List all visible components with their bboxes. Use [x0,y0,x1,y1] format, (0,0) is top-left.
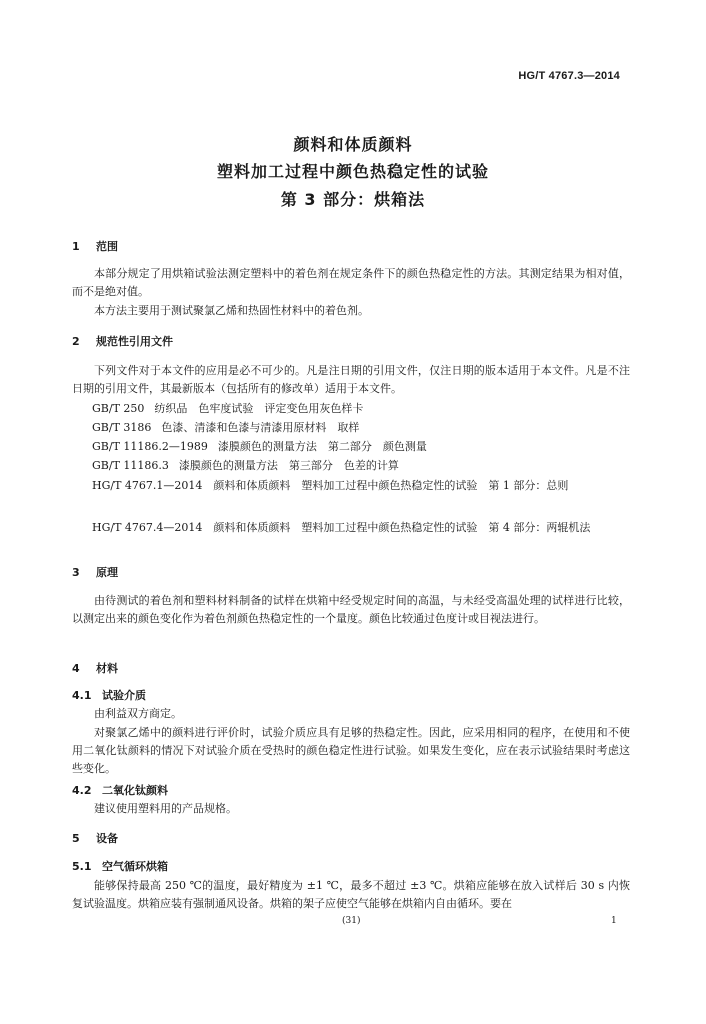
section-title: 空气循环烘箱 [102,860,168,873]
reference-title: 漆膜颜色的测量方法 第二部分 颜色测量 [217,440,427,453]
section-3-heading [72,564,118,580]
section-4-1-para-2: 对聚氯乙烯中的颜料进行评价时，试验介质应具有足够的热稳定性。因此，应采用相同的程序，在使用和不使用二氧化钛颜料的情况下对试验介质在受热时的颜色稳定性进行试验。如果发生变化，应在表示试验结果时考虑这些变化。 [72,726,630,775]
section-number: 4.2 [72,784,92,797]
section-number: 4.1 [72,689,92,702]
section-title: 材料 [96,662,118,675]
section-4-1-para-1: 由利益双方商定。 [94,707,182,720]
section-5-1-heading [72,858,168,874]
footer-page-number: 1 [611,916,617,926]
section-number: 4 [72,662,80,675]
reference-item-wrapped: HG/T 4767.1—2014 颜料和体质颜料 塑料加工过程中颜色热稳定性的试验 第 1 部分：总则 [92,479,569,492]
section-2-heading [72,333,173,349]
reference-item [92,419,369,437]
reference-title: 纺织品 色牢度试验 评定变色用灰色样卡 [154,402,364,415]
section-number: 3 [72,566,80,579]
reference-title: 色漆、清漆和色漆与清漆用原材料 取样 [161,421,360,434]
section-title: 试验介质 [102,689,146,702]
section-number: 2 [72,335,80,348]
section-2-para-1: 下列文件对于本文件的应用是必不可少的。凡是注日期的引用文件，仅注日期的版本适用于本文件。凡是不注日期的引用文件，其最新版本（包括所有的修改单）适用于本文件。 [72,364,630,395]
section-1-para-1: 本部分规定了用烘箱试验法测定塑料中的着色剂在规定条件下的颜色热稳定性的方法。其测定结果为相对值，而不是绝对值。 [72,267,630,298]
section-5-heading [72,830,118,846]
reference-item [92,400,373,418]
section-title: 规范性引用文件 [96,335,173,348]
section-title: 设备 [96,832,118,845]
section-4-heading [72,660,118,676]
title-line-1: 颜料和体质颜料 [293,135,413,154]
title-line-2: 塑料加工过程中颜色热稳定性的试验 [216,162,489,181]
section-3-para-1: 由待测试的着色剂和塑料材料制备的试样在烘箱中经受规定时间的高温，与未经受高温处理的试样进行比较，以测定出来的颜色变化作为着色剂颜色热稳定性的一个量度。颜色比较通过色度计或目视法进行。 [72,594,630,625]
section-1-para-2: 本方法主要用于测试聚氯乙烯和热固性材料中的着色剂。 [94,304,369,317]
section-4-1-heading [72,687,146,703]
section-number: 5 [72,832,80,845]
footer-page-code: (31) [342,916,361,926]
section-4-2-heading [72,782,168,798]
reference-item [92,438,437,456]
section-title: 原理 [96,566,118,579]
section-5-1-para-1: 能够保持最高 250 ℃的温度，最好精度为 ±1 ℃，最多不超过 ±3 ℃。烘箱应能够在放入试样后 30 s 内恢复试验温度。烘箱应装有强制通风设备。烘箱的架子应使空气能够在烘箱内自由循环。要在 [72,879,630,910]
reference-item [92,457,409,475]
reference-code: GB/T 11186.2—1989 [92,440,208,453]
standard-number: HG/T 4767.3—2014 [518,70,620,82]
section-4-2-para-1: 建议使用塑料用的产品规格。 [94,802,237,815]
title-line-3: 第 3 部分：烘箱法 [280,190,426,209]
section-title: 范围 [96,240,118,253]
section-number: 5.1 [72,860,92,873]
section-1-heading [72,238,118,254]
reference-code: GB/T 11186.3 [92,459,169,472]
section-title: 二氧化钛颜料 [102,784,168,797]
reference-code: GB/T 3186 [92,421,152,434]
reference-code: GB/T 250 [92,402,145,415]
reference-item-wrapped: HG/T 4767.4—2014 颜料和体质颜料 塑料加工过程中颜色热稳定性的试验 第 4 部分：两辊机法 [92,521,591,534]
section-number: 1 [72,240,80,253]
reference-title: 漆膜颜色的测量方法 第三部分 色差的计算 [178,459,399,472]
